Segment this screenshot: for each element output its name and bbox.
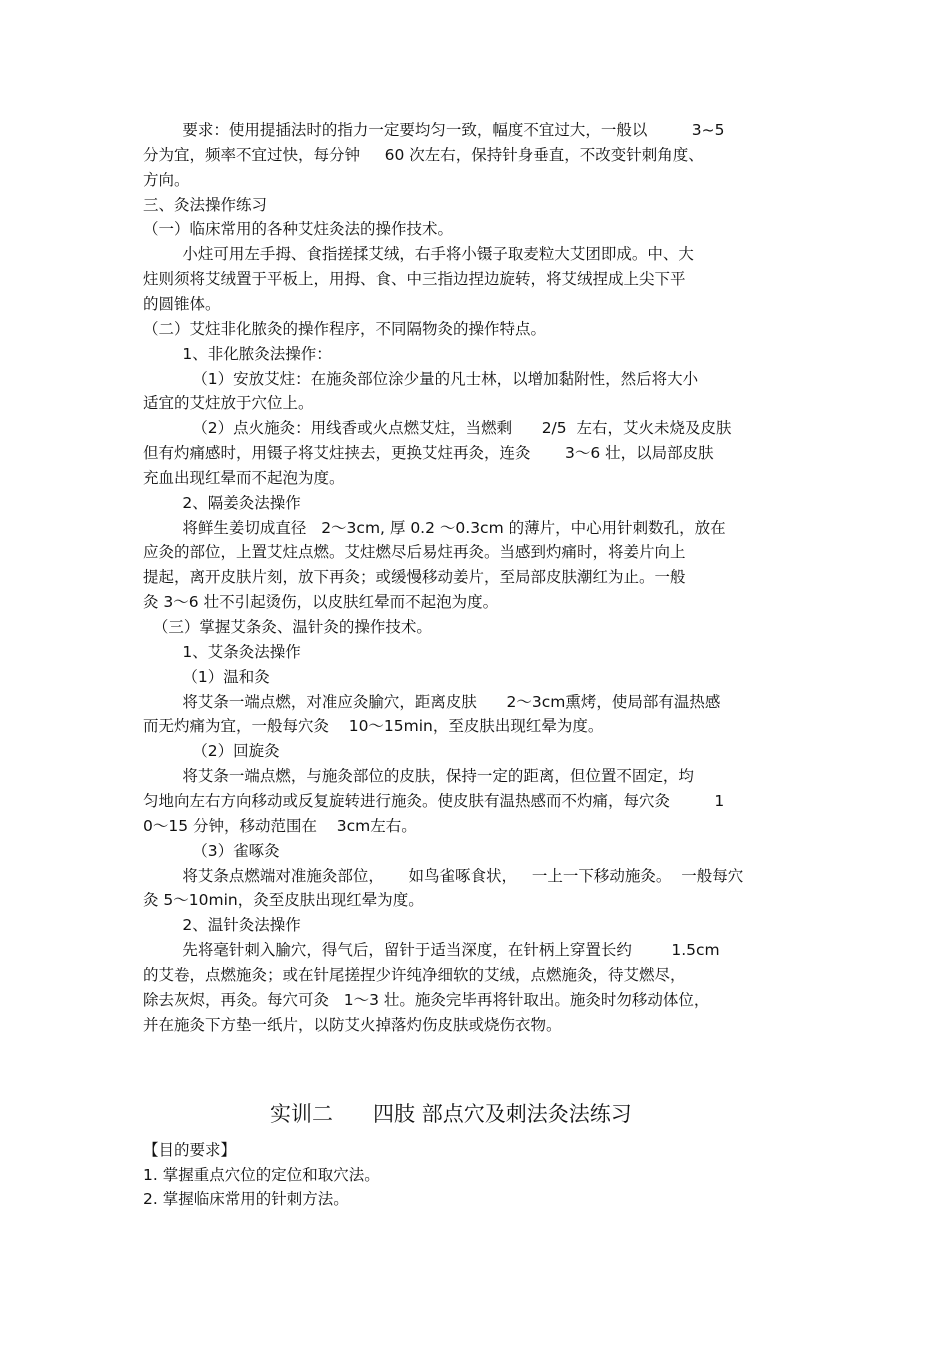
- text-line-7: 炷则须将艾绒置于平板上，用拇、食、中三指边捏边旋转，将艾绒捏成上尖下平: [143, 270, 686, 289]
- text-line-25: 而无灼痛为宜，一般每穴灸 10～15min，至皮肤出现红晕为度。: [143, 717, 604, 736]
- text-line-21: （三）掌握艾条灸、温针灸的操作技术。: [143, 618, 432, 636]
- text-line-24: 将艾条一端点燃，对准应灸腧穴，距离皮肤 2～3cm熏烤，使局部有温热感: [143, 692, 721, 711]
- objective-line-1: 【目的要求】: [143, 1141, 237, 1159]
- text-line-32: 灸 5～10min，灸至皮肤出现红晕为度。: [143, 891, 424, 910]
- text-line-9: （二）艾炷非化脓灸的操作程序，不同隔物灸的操作特点。: [143, 319, 547, 338]
- section-title: 实训二 四肢 部点穴及刺法灸法练习: [270, 1102, 632, 1126]
- text-line-35: 的艾卷，点燃施灸；或在针尾搓捏少许纯净细软的艾绒，点燃施灸，待艾燃尽，: [143, 965, 686, 984]
- text-line-29: 0～15 分钟，移动范围在 3cm左右。: [143, 816, 417, 835]
- objective-line-2: 1. 掌握重点穴位的定位和取穴法。: [143, 1165, 380, 1184]
- text-line-11: （1）安放艾炷：在施灸部位涂少量的凡士林，以增加黏附性，然后将大小: [143, 369, 699, 388]
- text-line-36: 除去灰烬，再灸。每穴可灸 1～3 壮。施灸完毕再将针取出。施灸时勿移动体位，: [143, 990, 710, 1009]
- text-line-16: 2、隔姜灸法操作: [143, 493, 301, 512]
- text-line-4: 三、灸法操作练习: [143, 195, 268, 214]
- text-line-3: 方向。: [143, 170, 190, 189]
- text-line-37: 并在施灸下方垫一纸片，以防艾火掉落灼伤皮肤或烧伤衣物。: [143, 1015, 562, 1034]
- text-line-19: 提起，离开皮肤片刻，放下再灸；或缓慢移动姜片，至局部皮肤潮红为止。一般: [143, 568, 686, 587]
- text-line-8: 的圆锥体。: [143, 294, 221, 313]
- text-line-12: 适宜的艾炷放于穴位上。: [143, 394, 314, 413]
- text-line-20: 灸 3～6 壮不引起烫伤，以皮肤红晕而不起泡为度。: [143, 593, 499, 612]
- objective-line-3: 2. 掌握临床常用的针刺方法。: [143, 1190, 349, 1208]
- text-line-33: 2、温针灸法操作: [143, 916, 301, 935]
- text-line-34: 先将毫针刺入腧穴，得气后，留针于适当深度，在针柄上穿置长约 1.5cm: [143, 941, 720, 960]
- text-line-1: 要求：使用提插法时的指力一定要均匀一致，幅度不宜过大，一般以 3~5: [143, 121, 725, 139]
- text-line-22: 1、艾条灸法操作: [143, 642, 301, 661]
- text-line-28: 匀地向左右方向移动或反复旋转进行施灸。使皮肤有温热感而不灼痛，每穴灸 1: [143, 791, 725, 810]
- text-line-27: 将艾条一端点燃，与施灸部位的皮肤，保持一定的距离，但位置不固定，均: [143, 767, 694, 786]
- text-line-26: （2）回旋灸: [143, 742, 280, 761]
- text-line-10: 1、非化脓灸法操作：: [143, 344, 332, 363]
- text-line-5: （一）临床常用的各种艾炷灸法的操作技术。: [143, 220, 454, 239]
- text-line-17: 将鲜生姜切成直径 2～3cm, 厚 0.2 ～0.3cm 的薄片，中心用针刺数孔，放在: [143, 518, 726, 537]
- text-line-18: 应灸的部位，上置艾炷点燃。艾炷燃尽后易炷再灸。当感到灼痛时，将姜片向上: [143, 543, 686, 562]
- text-line-13: （2）点火施灸：用线香或火点燃艾炷，当燃剩 2/5 左右，艾火未烧及皮肤: [143, 419, 732, 438]
- text-line-30: （3）雀啄灸: [143, 841, 280, 860]
- text-line-23: （1）温和灸: [143, 667, 270, 686]
- text-line-6: 小炷可用左手拇、食指搓揉艾绒，右手将小镊子取麦粒大艾团即成。中、大: [143, 245, 694, 264]
- text-line-15: 充血出现红晕而不起泡为度。: [143, 468, 345, 487]
- text-line-31: 将艾条点燃端对准施灸部位， 如鸟雀啄食状， 一上一下移动施灸。 一般每穴: [143, 866, 744, 885]
- text-line-14: 但有灼痛感时，用镊子将艾炷挟去，更换艾炷再灸，连灸 3～6 壮，以局部皮肤: [143, 444, 714, 463]
- text-line-2: 分为宜，频率不宜过快，每分钟 60 次左右，保持针身垂直，不改变针刺角度、: [143, 145, 704, 164]
